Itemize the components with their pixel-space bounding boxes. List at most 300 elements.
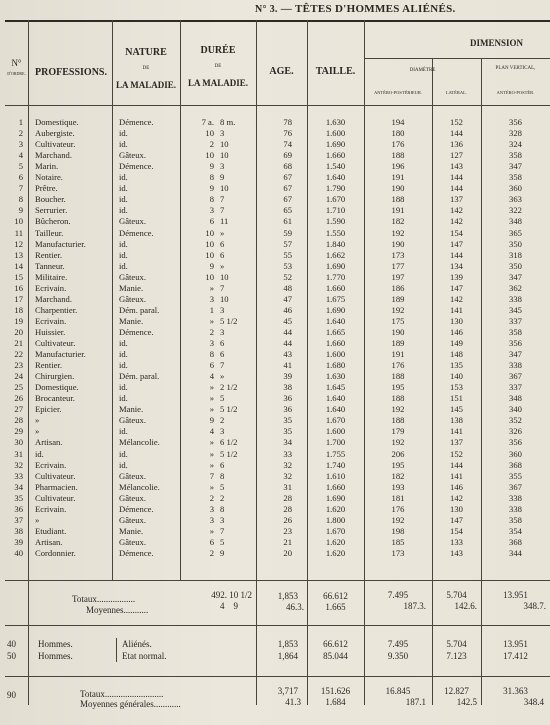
row-duree-years: 3 (209, 514, 214, 525)
row-duree-years: 3 (209, 205, 214, 216)
row-taille: 1.640 (325, 393, 346, 404)
grand-averages-label: Moyennes générales............ (80, 699, 181, 709)
row-lateral: 154 (450, 525, 463, 536)
table-row (0, 283, 550, 294)
row-taille: 1.600 (325, 426, 346, 437)
row-lateral: 152 (450, 117, 463, 127)
row-age: 76 (283, 128, 292, 139)
row-taille: 1.740 (325, 459, 346, 470)
header-duree-3: LA MALADIE. (187, 78, 248, 88)
row-duree-months: 3 (220, 514, 225, 525)
row-taille: 1.800 (325, 514, 346, 525)
row-duree-months: 6 (220, 338, 225, 348)
row-plan: 356 (509, 437, 522, 448)
row-duree-years: 10 (205, 128, 214, 139)
row-duree-months: 8 (220, 503, 225, 514)
row-lateral: 144 (450, 172, 463, 183)
row-duree-years: 2 (209, 547, 214, 558)
row-taille: 1.660 (325, 338, 346, 348)
grand-total-taille: 151.626 (320, 686, 351, 696)
row-age: 21 (283, 536, 292, 547)
row-number: 28 (14, 415, 23, 426)
row-duree-months: 6 (220, 459, 225, 470)
row-taille: 1.600 (325, 128, 346, 139)
row-profession: » (35, 426, 40, 437)
header-bottom-rule (5, 105, 550, 106)
row-nature: id. (119, 194, 128, 205)
table-row (0, 272, 550, 283)
row-duree-years: 2 (209, 492, 214, 503)
row-plan: 360 (509, 183, 522, 194)
row-lateral: 147 (450, 238, 463, 249)
row-plan: 328 (509, 128, 522, 139)
table-row (0, 139, 550, 150)
row-duree-months: 5 1/2 (220, 404, 238, 415)
comparison-row (0, 639, 550, 650)
row-number: 39 (14, 536, 23, 547)
row-plan: 362 (509, 282, 522, 293)
compare-age: 1,864 (277, 651, 298, 661)
totals-age: 1,853 (277, 591, 298, 601)
row-taille: 1.670 (325, 525, 346, 536)
row-taille: 1.640 (325, 315, 346, 326)
row-lateral: 147 (450, 514, 463, 525)
row-taille: 1.770 (325, 271, 346, 282)
row-age: 44 (283, 326, 292, 337)
row-nature: id. (119, 393, 128, 404)
row-nature: Dém. paral. (119, 371, 160, 382)
row-number: 8 (18, 194, 23, 205)
row-antero: 189 (391, 338, 405, 348)
row-lateral: 145 (450, 404, 463, 415)
row-number: 23 (14, 360, 23, 371)
row-age: 36 (283, 393, 292, 404)
row-lateral: 148 (450, 349, 463, 360)
row-number: 18 (14, 304, 23, 315)
row-number: 37 (14, 514, 23, 525)
totals-lateral: 5.704 (446, 590, 467, 600)
row-age: 78 (283, 117, 292, 127)
table-row (0, 548, 550, 559)
comparison-divider (116, 638, 117, 662)
row-lateral: 141 (450, 426, 463, 437)
row-profession: Ecrivain. (35, 503, 67, 514)
grand-totals-label: Totaux.......................... (80, 689, 164, 699)
row-age: 53 (283, 260, 292, 271)
table-row (0, 426, 550, 437)
row-number: 38 (14, 525, 23, 536)
table-row (0, 449, 550, 460)
row-antero: 206 (391, 448, 405, 459)
row-age: 48 (283, 282, 292, 293)
row-antero: 182 (391, 470, 405, 481)
row-lateral: 143 (450, 547, 463, 558)
header-lateral: LATÉRAL. (445, 90, 468, 95)
table-row (0, 294, 550, 305)
row-number: 34 (14, 481, 23, 492)
row-profession: id. (35, 448, 44, 459)
header-age: AGE. (269, 66, 294, 77)
header-taille: TAILLE. (315, 66, 356, 77)
row-taille: 1.610 (325, 470, 346, 481)
row-age: 46 (283, 304, 292, 315)
row-antero: 179 (391, 426, 405, 437)
row-plan: 367 (509, 371, 522, 382)
row-profession: Domestique. (35, 382, 79, 393)
row-nature: Démence. (119, 503, 154, 514)
row-duree-months: » (220, 227, 225, 238)
row-plan: 338 (509, 492, 522, 503)
row-duree-years: 6 (209, 216, 214, 227)
row-age: 34 (283, 437, 292, 448)
row-duree-years: 6 (209, 360, 214, 371)
row-number: 21 (14, 338, 23, 348)
row-antero: 194 (391, 117, 405, 127)
row-age: 28 (283, 492, 292, 503)
header-nature-3: LA MALADIE. (115, 80, 176, 90)
row-plan: 324 (509, 139, 522, 150)
row-age: 74 (283, 139, 292, 150)
row-plan: 358 (509, 326, 522, 337)
row-duree-months: 5 (220, 536, 225, 547)
row-number: 12 (14, 238, 23, 249)
row-duree-months: 8 m. (220, 117, 236, 127)
row-plan: 318 (509, 249, 522, 260)
row-plan: 338 (509, 293, 522, 304)
row-lateral: 151 (450, 393, 463, 404)
row-duree-years: » (209, 315, 214, 326)
row-antero: 176 (391, 503, 405, 514)
row-nature: Mélancolie. (119, 481, 160, 492)
row-nature: Dém. paral. (119, 304, 160, 315)
row-nature: Manie. (119, 525, 144, 536)
compare-bottom-rule (5, 676, 550, 677)
row-duree-months: 5 1/2 (220, 448, 238, 459)
row-lateral: 130 (450, 503, 463, 514)
grand-average-lateral: 142.5 (456, 697, 477, 707)
row-taille: 1.690 (325, 492, 346, 503)
row-nature: Démence. (119, 227, 154, 238)
row-nature: Démence. (119, 326, 154, 337)
compare-group: Hommes. (38, 639, 73, 649)
row-profession: Chirurgien. (35, 371, 75, 382)
row-number: 29 (14, 426, 23, 437)
row-duree-years: 9 (209, 260, 214, 271)
row-lateral: 130 (450, 315, 463, 326)
row-profession: Etudiant. (35, 525, 67, 536)
row-age: 38 (283, 382, 292, 393)
row-antero: 188 (391, 415, 405, 426)
row-taille: 1.675 (325, 293, 346, 304)
table-row (0, 305, 550, 316)
row-antero: 176 (391, 139, 405, 150)
row-age: 41 (283, 360, 292, 371)
header-number-bottom: d'ordre. (7, 72, 26, 77)
row-lateral: 127 (450, 150, 463, 161)
row-age: 65 (283, 205, 292, 216)
row-duree-years: 8 (209, 194, 214, 205)
averages-lateral: 142.6. (454, 601, 477, 611)
row-age: 32 (283, 470, 292, 481)
row-age: 57 (283, 238, 292, 249)
row-lateral: 142 (450, 492, 463, 503)
row-duree-months: 2 1/2 (220, 382, 238, 393)
row-duree-years: » (209, 393, 214, 404)
row-duree-months: 2 (220, 492, 225, 503)
row-plan: 350 (509, 238, 522, 249)
row-duree-months: 3 (220, 426, 225, 437)
totals-plan: 13.951 (503, 590, 528, 600)
row-duree-years: 7 (209, 470, 214, 481)
grand-average-taille: 1.684 (325, 697, 346, 707)
row-duree-years: 6 (209, 536, 214, 547)
row-profession: Tailleur. (35, 227, 64, 238)
row-duree-years: » (209, 481, 214, 492)
row-lateral: 142 (450, 216, 463, 227)
row-duree-months: 10 (220, 150, 229, 161)
row-profession: Militaire. (35, 271, 68, 282)
row-plan: 358 (509, 150, 522, 161)
row-plan: 347 (509, 349, 522, 360)
compare-plan: 13.951 (503, 639, 528, 649)
row-lateral: 149 (450, 338, 463, 348)
grand-total-age: 3,717 (277, 686, 298, 696)
row-antero: 188 (391, 393, 405, 404)
row-number: 27 (14, 404, 23, 415)
row-profession: Artisan. (35, 437, 63, 448)
row-age: 33 (283, 448, 292, 459)
compare-lateral: 7.123 (446, 651, 467, 661)
row-plan: 348 (509, 216, 522, 227)
totals-bottom-rule (5, 625, 550, 626)
row-duree-months: 5 (220, 393, 225, 404)
row-number: 1 (18, 117, 23, 127)
row-antero: 198 (391, 525, 405, 536)
row-profession: Cultivateur. (35, 338, 76, 348)
row-plan: 352 (509, 415, 522, 426)
row-age: 61 (283, 216, 292, 227)
row-nature: Gâteux. (119, 514, 146, 525)
row-nature: id. (119, 238, 128, 249)
page-title (255, 3, 456, 15)
row-profession: Tanneur. (35, 260, 65, 271)
row-number: 15 (14, 271, 23, 282)
row-number: 16 (14, 282, 23, 293)
row-taille: 1.645 (325, 382, 346, 393)
row-antero: 186 (391, 282, 405, 293)
row-taille: 1.640 (325, 172, 346, 183)
row-duree-months: 10 (220, 183, 229, 194)
row-plan: 322 (509, 205, 522, 216)
row-duree-years: » (209, 448, 214, 459)
row-age: 32 (283, 459, 292, 470)
row-profession: Bûcheron. (35, 216, 71, 227)
row-taille: 1.600 (325, 349, 346, 360)
row-duree-months: 3 (220, 161, 225, 172)
row-age: 39 (283, 371, 292, 382)
row-duree-months: 9 (220, 172, 225, 183)
row-plan: 356 (509, 117, 522, 127)
row-plan: 356 (509, 338, 522, 348)
row-taille: 1.690 (325, 260, 346, 271)
row-duree-months: 5 1/2 (220, 315, 238, 326)
row-plan: 345 (509, 304, 522, 315)
table-row (0, 194, 550, 205)
averages-label: Moyennes........... (86, 605, 149, 615)
row-duree-years: 2 (209, 139, 214, 150)
compare-plan: 17.412 (503, 651, 528, 661)
row-antero: 176 (391, 360, 405, 371)
row-lateral: 144 (450, 128, 463, 139)
row-duree-months: 2 (220, 415, 225, 426)
row-profession: Cordonnier. (35, 547, 76, 558)
row-nature: Gâteux. (119, 271, 146, 282)
row-plan: 340 (509, 404, 522, 415)
totals-taille: 66.612 (323, 591, 348, 601)
row-profession: Aubergiste. (35, 128, 75, 139)
row-profession: Rentier. (35, 249, 62, 260)
row-lateral: 144 (450, 183, 463, 194)
row-profession: Prêtre. (35, 183, 58, 194)
row-antero: 192 (391, 437, 405, 448)
header-antero-post-2: ANTÉRO-POSTÉR. (496, 90, 535, 95)
row-nature: Gâteux. (119, 492, 146, 503)
row-antero: 193 (391, 481, 405, 492)
row-profession: Cultivateur. (35, 492, 76, 503)
row-nature: id. (119, 128, 128, 139)
row-antero: 192 (391, 514, 405, 525)
table-row (0, 404, 550, 415)
row-age: 44 (283, 338, 292, 348)
row-lateral: 134 (450, 260, 463, 271)
row-nature: id. (119, 349, 128, 360)
row-duree-years: 8 (209, 349, 214, 360)
row-number: 14 (14, 260, 23, 271)
row-nature: id. (119, 360, 128, 371)
row-taille: 1.660 (325, 481, 346, 492)
row-profession: Manufacturier. (35, 349, 86, 360)
row-number: 9 (18, 205, 23, 216)
grand-average-antero: 187.1 (405, 697, 426, 707)
averages-taille: 1.665 (325, 602, 346, 612)
row-profession: Domestique. (35, 117, 79, 127)
row-antero: 188 (391, 194, 405, 205)
compare-taille: 66.612 (323, 639, 348, 649)
row-duree-months: » (220, 371, 225, 382)
table-row (0, 261, 550, 272)
row-lateral: 152 (450, 448, 463, 459)
row-nature: id. (119, 139, 128, 150)
row-plan: 368 (509, 536, 522, 547)
row-taille: 1.660 (325, 282, 346, 293)
row-profession: Brocanteur. (35, 393, 75, 404)
row-antero: 182 (391, 216, 405, 227)
row-antero: 195 (391, 382, 405, 393)
row-taille: 1.680 (325, 360, 346, 371)
row-age: 23 (283, 525, 292, 536)
row-duree-months: » (220, 260, 225, 271)
row-nature: id. (119, 382, 128, 393)
row-duree-years: 3 (209, 503, 214, 514)
row-plan: 354 (509, 525, 522, 536)
table-row (0, 205, 550, 216)
row-taille: 1.665 (325, 326, 346, 337)
grand-total-antero: 16.845 (385, 686, 411, 696)
row-duree-months: 7 (220, 282, 225, 293)
row-lateral: 143 (450, 161, 463, 172)
row-number: 13 (14, 249, 23, 260)
row-age: 31 (283, 481, 292, 492)
totals-antero: 7.495 (387, 590, 409, 600)
row-age: 55 (283, 249, 292, 260)
row-duree-years: 3 (209, 338, 214, 348)
row-antero: 180 (391, 128, 405, 139)
table-row (0, 360, 550, 371)
row-taille: 1.690 (325, 304, 346, 315)
table-row (0, 161, 550, 172)
row-duree-years: 7 a. (201, 117, 214, 127)
row-profession: Boucher. (35, 194, 66, 205)
row-taille: 1.620 (325, 503, 346, 514)
row-plan: 338 (509, 360, 522, 371)
table-row (0, 437, 550, 448)
row-age: 36 (283, 404, 292, 415)
row-number: 26 (14, 393, 23, 404)
averages-age: 46.3. (286, 602, 304, 612)
table-row (0, 327, 550, 338)
row-nature: Manie. (119, 282, 144, 293)
row-lateral: 144 (450, 249, 463, 260)
row-taille: 1.690 (325, 139, 346, 150)
table-row (0, 349, 550, 360)
row-antero: 197 (391, 271, 405, 282)
row-duree-months: 3 (220, 304, 225, 315)
table-row (0, 515, 550, 526)
header-nature-2: DE (142, 66, 150, 71)
totals-duree: 492. 10 1/2 (211, 590, 252, 600)
row-lateral: 138 (450, 415, 463, 426)
row-antero: 189 (391, 293, 405, 304)
row-profession: » (35, 514, 40, 525)
row-profession: Ecrivain. (35, 282, 67, 293)
comparison-row (0, 651, 550, 662)
table-row (0, 183, 550, 194)
row-antero: 190 (391, 326, 405, 337)
row-duree-years: 9 (209, 415, 214, 426)
row-plan: 337 (509, 382, 522, 393)
row-plan: 326 (509, 426, 522, 437)
row-duree-years: 2 (209, 326, 214, 337)
row-nature: Gâteux. (119, 470, 146, 481)
table-row (0, 250, 550, 261)
row-number: 7 (18, 183, 23, 194)
row-taille: 1.840 (325, 238, 346, 249)
row-age: 52 (283, 271, 292, 282)
row-plan: 347 (509, 271, 522, 282)
row-nature: id. (119, 338, 128, 348)
row-lateral: 144 (450, 459, 463, 470)
row-profession: Huissier. (35, 326, 66, 337)
row-profession: Ecrivain. (35, 459, 67, 470)
row-antero: 188 (391, 150, 405, 161)
row-duree-months: 5 (220, 481, 225, 492)
header-diametre: DIAMÈTRE (409, 68, 436, 73)
row-taille: 1.550 (325, 227, 346, 238)
row-duree-months: 6 (220, 349, 225, 360)
compare-antero: 7.495 (387, 639, 409, 649)
header-duree (180, 43, 256, 91)
row-nature: Gâteux. (119, 216, 146, 227)
